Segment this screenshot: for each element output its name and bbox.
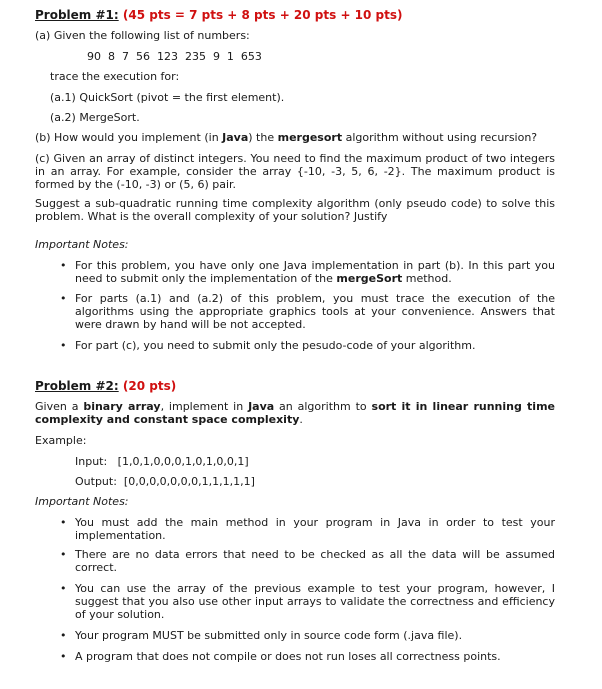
problem1-note-1 <box>75 259 555 285</box>
problem1-b-mergesort: mergesort <box>277 131 343 144</box>
number-list: 90 8 7 56 123 235 9 1 653 <box>87 50 262 63</box>
problem2-notes-title: Important Notes: <box>35 495 129 508</box>
problem2-intro <box>35 400 555 426</box>
problem1-suggest: Suggest a sub-quadratic running time complexity algorithm (only pseudo code) to solve this problem. What is the overall complexity of your solution? Justify <box>35 197 555 223</box>
bullet-icon: • <box>60 339 67 352</box>
problem1-a1: (a.1) QuickSort (pivot = the first element). <box>50 91 285 104</box>
problem2-title: Problem #2: <box>35 379 119 393</box>
problem2-note-2: There are no data errors that need to be checked as all the data will be assumed correct. <box>75 548 555 574</box>
problem1-b-java: Java <box>222 131 249 144</box>
problem1-b-text-3: algorithm without using recursion? <box>342 131 538 144</box>
problem1-notes-title: Important Notes: <box>35 238 129 251</box>
problem1-note-2: For parts (a.1) and (a.2) of this problem, you must trace the execution of the algorithms using the appropriate graphics tools at your convenience. Answers that were drawn by hand will be not accepted. <box>75 292 555 331</box>
bullet-icon: • <box>60 259 67 272</box>
problem1-heading <box>35 8 403 22</box>
problem1-c: (c) Given an array of distinct integers. You need to find the maximum product of two integers in an array. For example, consider the array {-10, -3, 5, 6, -2}. The maximum product is formed by the (-10, -3) or (5, 6) pair. <box>35 152 555 191</box>
p2-intro-2: , implement in <box>160 400 249 413</box>
problem1-a2: (a.2) MergeSort. <box>50 111 140 124</box>
example-label: Example: <box>35 434 87 447</box>
p2-sort-requirement: sort it in linear running time complexity and constant space complexity <box>35 400 555 426</box>
p2-intro-3: an algorithm to <box>274 400 372 413</box>
problem1-title: Problem #1: <box>35 8 119 22</box>
trace-label: trace the execution for: <box>50 70 180 83</box>
problem1-points: (45 pts = 7 pts + 8 pts + 20 pts + 10 pts) <box>122 8 403 22</box>
note1-mergesort: mergeSort <box>336 272 403 285</box>
p2-java: Java <box>248 400 275 413</box>
problem1-note-3: For part (c), you need to submit only the pesudo-code of your algorithm. <box>75 339 476 352</box>
problem2-note-5: A program that does not compile or does not run loses all correctness points. <box>75 650 501 663</box>
problem2-heading <box>35 379 176 393</box>
problem2-note-4: Your program MUST be submitted only in source code form (.java file). <box>75 629 463 642</box>
note1-text-end: method. <box>402 272 452 285</box>
example-output: Output: [0,0,0,0,0,0,0,1,1,1,1,1] <box>75 475 255 488</box>
problem2-points: (20 pts) <box>122 379 177 393</box>
example-input: Input: [1,0,1,0,0,0,1,0,1,0,0,1] <box>75 455 249 468</box>
bullet-icon: • <box>60 516 67 529</box>
p2-binary-array: binary array <box>83 400 161 413</box>
p2-intro-1: Given a <box>35 400 84 413</box>
bullet-icon: • <box>60 548 67 561</box>
problem1-b-text-2: ) the <box>248 131 278 144</box>
note1-text: For this problem, you have only one Java implementation in part (b). In this part you need to submit only the implementation of the <box>75 259 555 285</box>
bullet-icon: • <box>60 629 67 642</box>
problem2-note-1: You must add the main method in your program in Java in order to test your implementation. <box>75 516 555 542</box>
bullet-icon: • <box>60 582 67 595</box>
bullet-icon: • <box>60 292 67 305</box>
problem2-note-3: You can use the array of the previous example to test your program, however, I suggest that you also use other input arrays to validate the correctness and efficiency of your solution. <box>75 582 555 621</box>
p2-intro-4: . <box>299 413 303 426</box>
problem1-b-text-1: (b) How would you implement (in <box>35 131 223 144</box>
problem1-a-intro: (a) Given the following list of numbers: <box>35 29 250 42</box>
problem1-b <box>35 131 537 144</box>
bullet-icon: • <box>60 650 67 663</box>
